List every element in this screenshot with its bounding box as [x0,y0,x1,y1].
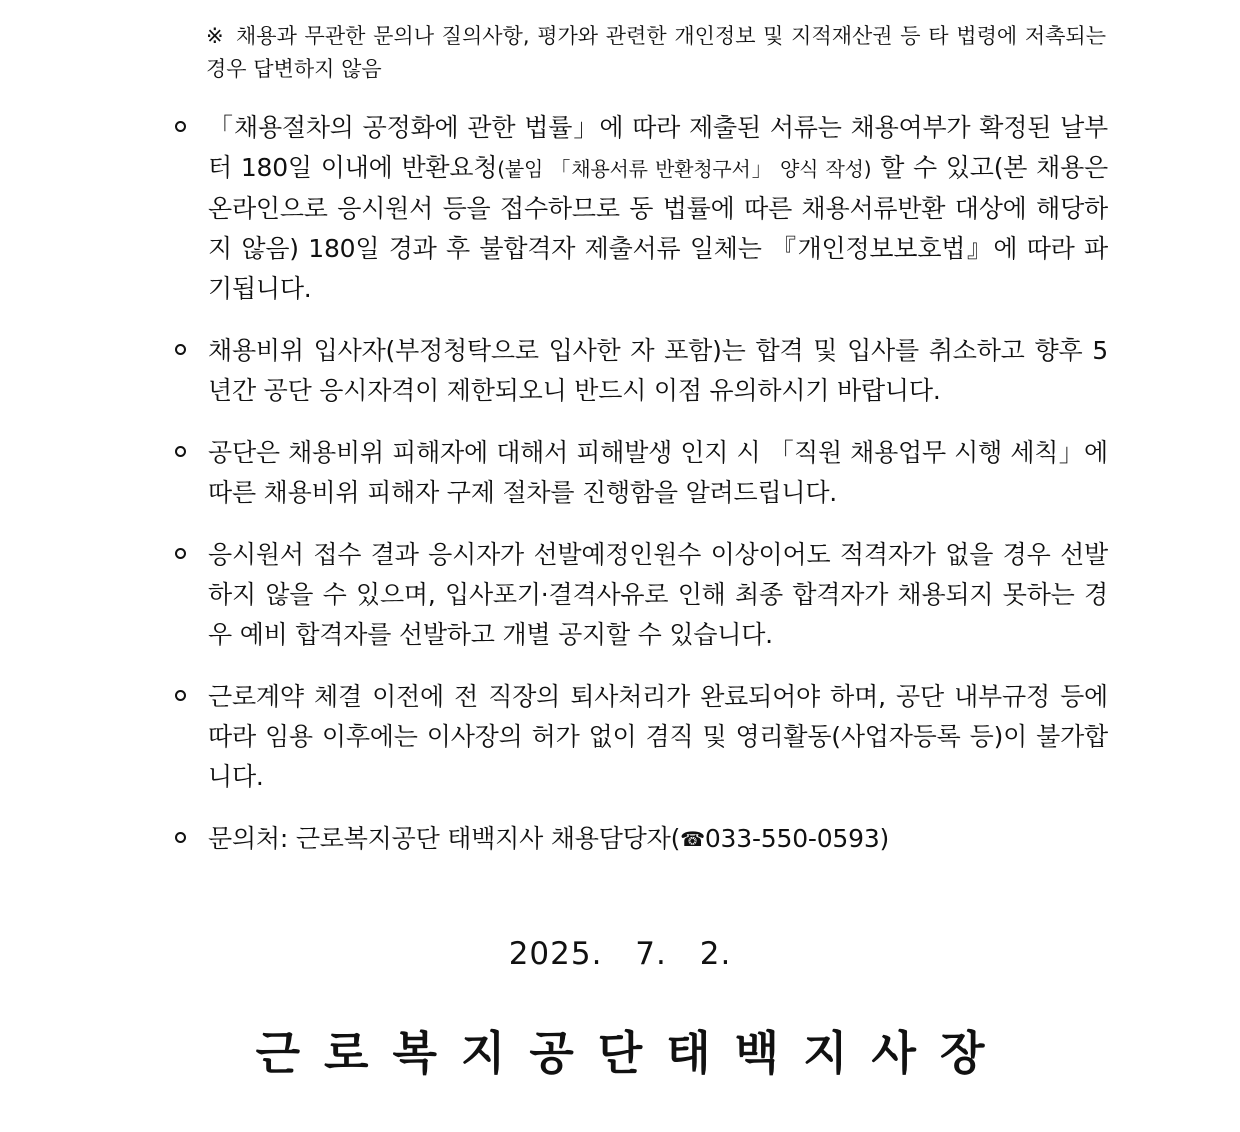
list-item-text: 「채용절차의 공정화에 관한 법률」에 따라 제출된 서류는 채용여부가 확정된 날부터 180일 이내에 반환요청 [208,113,1108,182]
circle-bullet-icon [175,344,186,355]
contact-close: ) [879,824,890,853]
notice-remark [206,20,1106,86]
list-item-victim-relief [172,433,1108,513]
circle-bullet-icon [175,690,186,701]
list-item-contact [172,819,1108,859]
notice-list [172,108,1108,881]
issuer-signature: 근로복지공단태백지사장 [255,1026,1009,1080]
issue-date: 2025. 7. 2. [508,936,732,972]
list-item-employment-contract [172,677,1108,797]
contact-phone: 033-550-0593 [704,824,880,853]
notice-remark-text: 채용과 무관한 문의나 질의사항, 평가와 관련한 개인정보 및 지적재산권 등 타 법령에 저촉되는 경우 답변하지 않음 [206,24,1106,81]
telephone-icon: ☎ [680,827,705,851]
list-item-text: 할 수 있고(본 채용은 온라인으로 응시원서 등을 접수하므로 동 법률에 따른 채용서류반환 대상에 해당하지 않음) 180일 경과 후 불합격자 제출서류 일체는 『개인정보보호법』에 따라 파기됩니다. [208,153,1108,303]
list-item-text: 채용비위 입사자(부정청탁으로 입사한 자 포함)는 합격 및 입사를 취소하고 향후 5년간 공단 응시자격이 제한되오니 반드시 이점 유의하시기 바랍니다. [208,336,1108,405]
circle-bullet-icon [175,121,186,132]
list-item-text: 응시원서 접수 결과 응시자가 선발예정인원수 이상이어도 적격자가 없을 경우 선발하지 않을 수 있으며, 입사포기·결격사유로 인해 최종 합격자가 채용되지 못하는 경우 예비 합격자를 선발하고 개별 공지할 수 있습니다. [208,540,1108,649]
circle-bullet-icon [175,446,186,457]
list-item-subnote: (붙임 「채용서류 반환청구서」 양식 작성) [497,157,872,181]
circle-bullet-icon [175,548,186,559]
list-item-selection-policy [172,535,1108,655]
list-item-document-return [172,108,1108,309]
list-item-hiring-misconduct [172,331,1108,411]
contact-label: 문의처: 근로복지공단 태백지사 채용담당자( [208,824,681,853]
list-item-text: 근로계약 체결 이전에 전 직장의 퇴사처리가 완료되어야 하며, 공단 내부규정 등에 따라 임용 이후에는 이사장의 허가 없이 겸직 및 영리활동(사업자등록 등)이 불가합니다. [208,682,1108,791]
circle-bullet-icon [175,832,186,843]
reference-mark-icon: ※ [206,24,224,48]
list-item-text: 공단은 채용비위 피해자에 대해서 피해발생 인지 시 「직원 채용업무 시행 세칙」에 따른 채용비위 피해자 구제 절차를 진행함을 알려드립니다. [208,438,1108,507]
